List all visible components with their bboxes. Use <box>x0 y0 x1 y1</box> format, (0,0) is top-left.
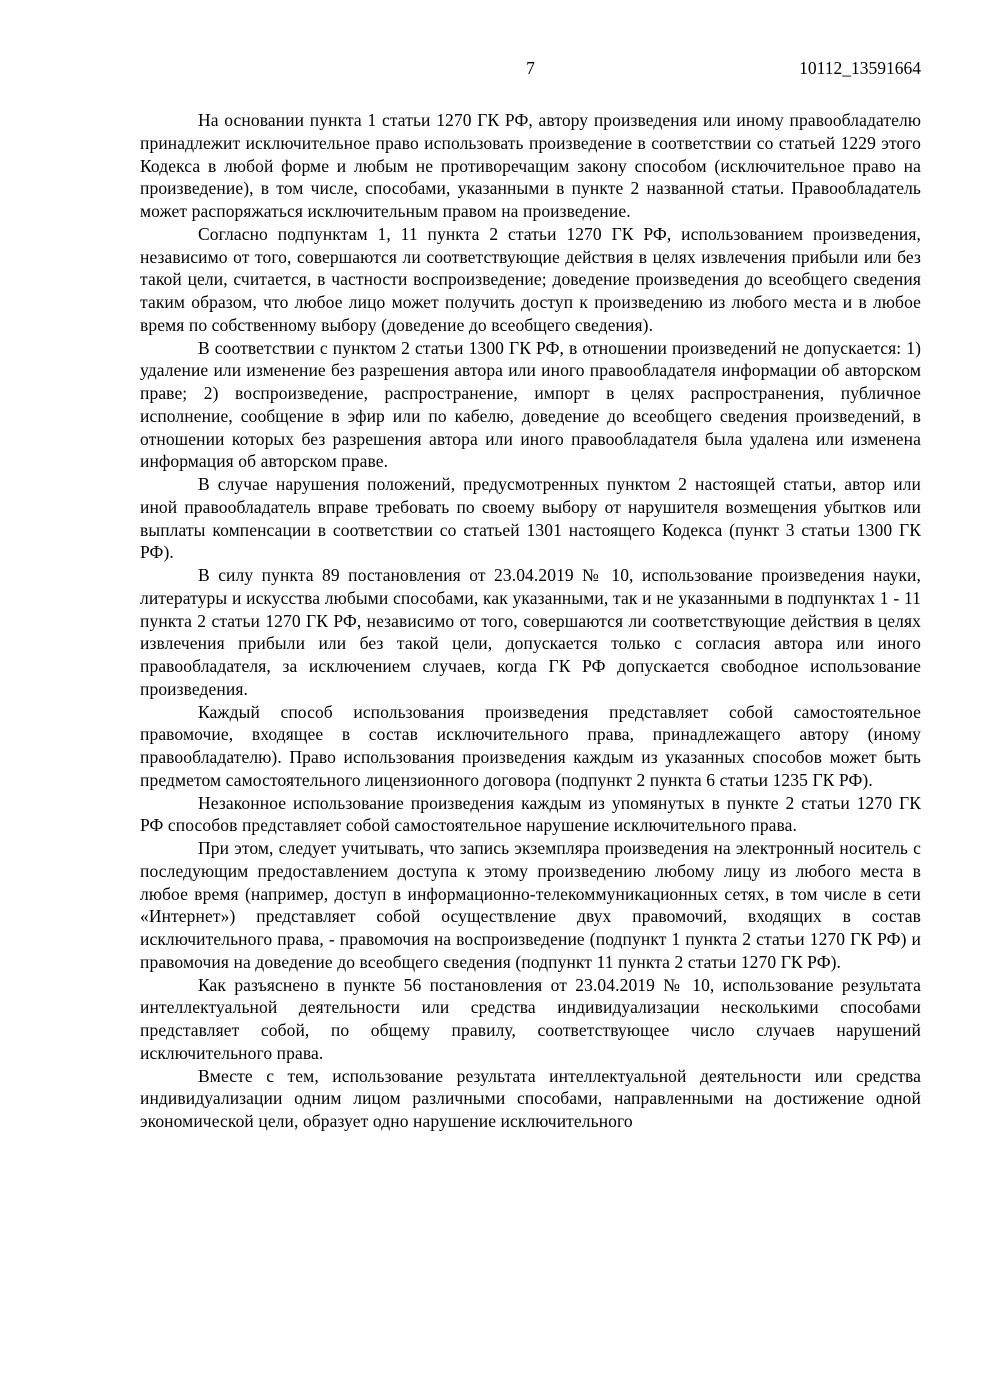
paragraph: При этом, следует учитывать, что запись экземпляра произведения на электронный носитель с последующим предоставлением доступа к этому произведению любому лицу из любого места в любое время (например, доступ в информационно-телекоммуникационных сетях, в том числе в сети «Интернет») представляет собой осуществление двух правомочий, входящих в состав исключительного права, - правомочия на воспроизведение (подпункт 1 пункта 2 статьи 1270 ГК РФ) и правомочия на доведение до всеобщего сведения (подпункт 11 пункта 2 статьи 1270 ГК РФ). <box>140 838 921 972</box>
paragraph: В соответствии с пунктом 2 статьи 1300 ГК РФ, в отношении произведений не допускается: 1) удаление или изменение без разрешения автора или иного правообладателя информации об авторском праве; 2) воспроизведение, распространение, импорт в целях распространения, публичное исполнение, сообщение в эфир или по кабелю, доведение до всеобщего сведения произведений, в отношении которых без разрешения автора или иного правообладателя была удалена или изменена информация об авторском праве. <box>140 337 921 472</box>
paragraph: В случае нарушения положений, предусмотренных пунктом 2 настоящей статьи, автор или иной правообладатель вправе требовать по своему выбору от нарушителя возмещения убытков или выплаты компенсации в соответствии со статьей 1301 настоящего Кодекса (пункт 3 статьи 1300 ГК РФ). <box>140 474 921 563</box>
paragraph: На основании пункта 1 статьи 1270 ГК РФ, автору произведения или иному правообладателю принадлежит исключительное право использовать произведение в соответствии со статьей 1229 этого Кодекса в любой форме и любым не противоречащим закону способом (исключительное право на произведение), в том числе, способами, указанными в пункте 2 названной статьи. Правообладатель может распоряжаться исключительным правом на произведение. <box>140 110 921 221</box>
paragraph: Каждый способ использования произведения представляет собой самостоятельное правомочие, входящее в состав исключительного права, принадлежащего автору (иному правообладателю). Право использования произведения каждым из указанных способов может быть предметом самостоятельного лицензионного договора (подпункт 2 пункта 6 статьи 1235 ГК РФ). <box>140 701 921 790</box>
page-header <box>140 57 921 79</box>
document-id: 10112_13591664 <box>799 58 921 78</box>
paragraph: Как разъяснено в пункте 56 постановления от 23.04.2019 № 10, использование результата интеллектуальной деятельности или средства индивидуализации несколькими способами представляет собой, по общему правилу, соответствующее число случаев нарушений исключительного права. <box>140 974 921 1063</box>
page-number: 7 <box>526 58 535 78</box>
paragraph: В силу пункта 89 постановления от 23.04.2019 № 10, использование произведения науки, литературы и искусства любыми способами, как указанными, так и не указанными в подпунктах 1 - 11 пункта 2 статьи 1270 ГК РФ, независимо от того, совершаются ли соответствующие действия в целях извлечения прибыли или без такой цели, допускается только с согласия автора или иного правообладателя, за исключением случаев, когда ГК РФ допускается свободное использование произведения. <box>140 565 921 699</box>
paragraph: Вместе с тем, использование результата интеллектуальной деятельности или средства индивидуализации одним лицом различными способами, направленными на достижение одной экономической цели, образует одно нарушение исключительного <box>140 1065 921 1131</box>
paragraph: Согласно подпунктам 1, 11 пункта 2 статьи 1270 ГК РФ, использованием произведения, независимо от того, совершаются ли соответствующие действия в целях извлечения прибыли или без такой цели, считается, в частности воспроизведение; доведение произведения до всеобщего сведения таким образом, что любое лицо может получить доступ к произведению из любого места и в любое время по собственному выбору (доведение до всеобщего сведения). <box>140 223 921 335</box>
document-body <box>140 109 921 1133</box>
paragraph: Незаконное использование произведения каждым из упомянутых в пункте 2 статьи 1270 ГК РФ способов представляет собой самостоятельное нарушение исключительного права. <box>140 792 921 836</box>
